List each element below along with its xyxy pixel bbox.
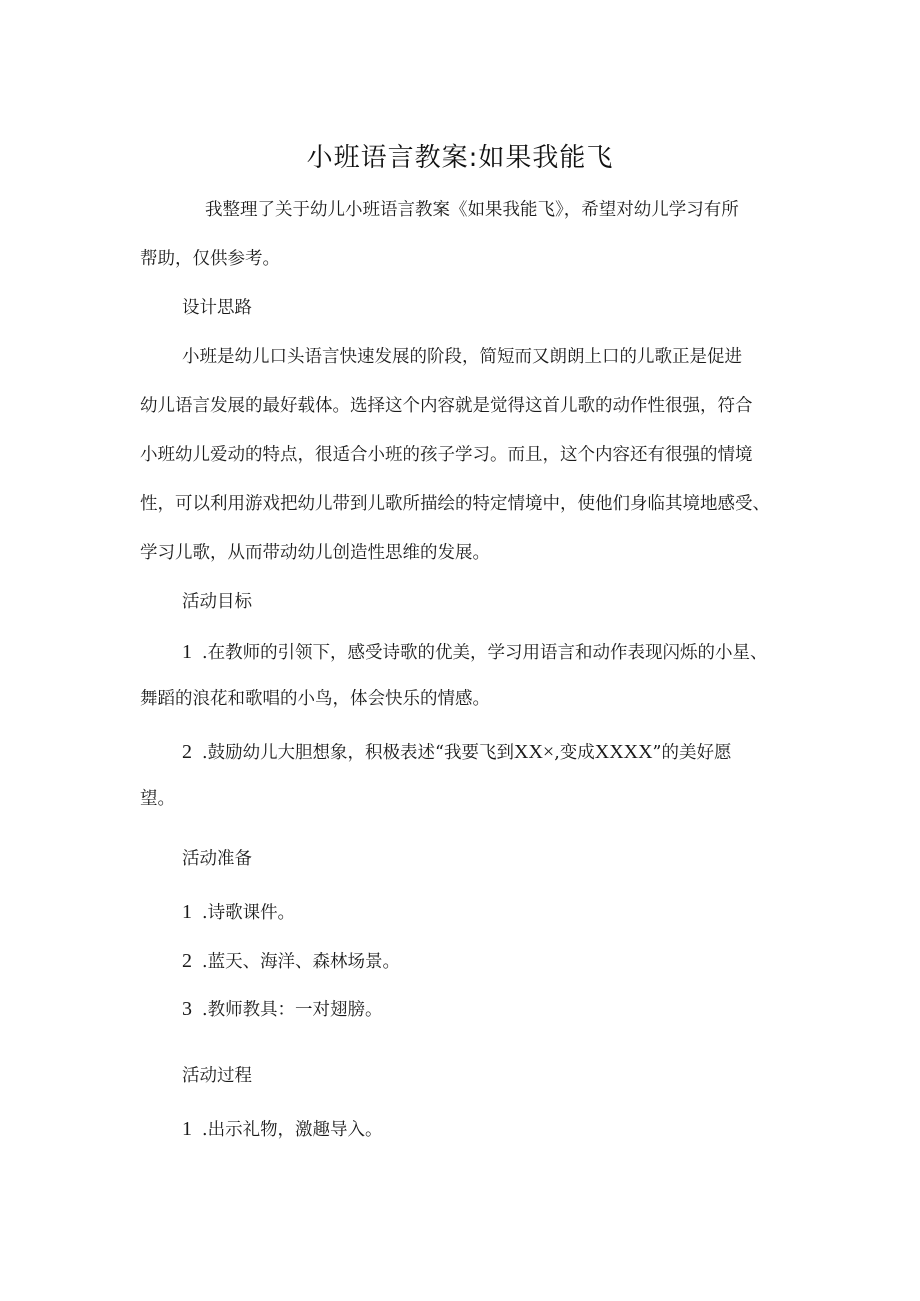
- goal-item-2-text-c: ,变成: [554, 743, 595, 763]
- process-item-1-number: 1: [182, 1118, 192, 1140]
- document-title: 小班语言教案:如果我能飞: [306, 143, 614, 173]
- goal-item-2-text-a: .鼓励幼儿大胆想象，积极表述“我要飞到: [202, 743, 515, 763]
- goal-item-1-text: .在教师的引领下，感受诗歌的优美，学习用语言和动作表现闪烁的小星、: [202, 643, 768, 663]
- prep-item-3-number: 3: [182, 998, 192, 1020]
- goal-item-1-number: 1: [182, 641, 192, 663]
- intro-line-2: 帮助，仅供参考。: [140, 249, 280, 269]
- process-item-1-text: .出示礼物，激趣导入。: [202, 1120, 383, 1140]
- design-line-5: 学习儿歌，从而带动幼儿创造性思维的发展。: [140, 543, 490, 563]
- goal-item-1-line-2: 舞蹈的浪花和歌唱的小鸟，体会快乐的情感。: [140, 689, 490, 709]
- goal-item-1: [182, 628, 768, 678]
- prep-item-1-text: .诗歌课件。: [202, 903, 296, 923]
- process-heading: 活动过程: [182, 1066, 252, 1086]
- design-line-4: 性，可以利用游戏把幼儿带到儿歌所描绘的特定情境中，使他们身临其境地感受、: [140, 494, 770, 514]
- goal-item-2-line-2: 望。: [140, 789, 175, 809]
- prep-item-2-number: 2: [182, 950, 192, 972]
- goals-heading: 活动目标: [182, 592, 252, 612]
- prep-item-1: [182, 888, 295, 938]
- goal-item-2-text-d: XXXX: [594, 741, 653, 763]
- design-line-3: 小班幼儿爱动的特点，很适合小班的孩子学习。而且，这个内容还有很强的情境: [140, 445, 753, 465]
- goal-item-2-text-e: ”的美好愿: [652, 743, 732, 763]
- prep-item-3-text: .教师教具：一对翅膀。: [202, 1000, 383, 1020]
- prep-heading: 活动准备: [182, 849, 252, 869]
- goal-item-2-text-b: XX×: [514, 741, 555, 763]
- prep-item-1-number: 1: [182, 901, 192, 923]
- process-item-1: [182, 1105, 383, 1155]
- goal-item-2: [182, 728, 732, 778]
- intro-line-1: 我整理了关于幼儿小班语言教案《如果我能飞》，希望对幼儿学习有所: [205, 200, 739, 220]
- design-heading: 设计思路: [182, 298, 252, 318]
- design-line-1: 小班是幼儿口头语言快速发展的阶段，简短而又朗朗上口的儿歌正是促进: [182, 347, 742, 367]
- prep-item-2: [182, 937, 400, 987]
- goal-item-2-number: 2: [182, 741, 192, 763]
- prep-item-3: [182, 985, 383, 1035]
- prep-item-2-text: .蓝天、海洋、森林场景。: [202, 952, 401, 972]
- design-line-2: 幼儿语言发展的最好载体。选择这个内容就是觉得这首儿歌的动作性很强，符合: [140, 396, 753, 416]
